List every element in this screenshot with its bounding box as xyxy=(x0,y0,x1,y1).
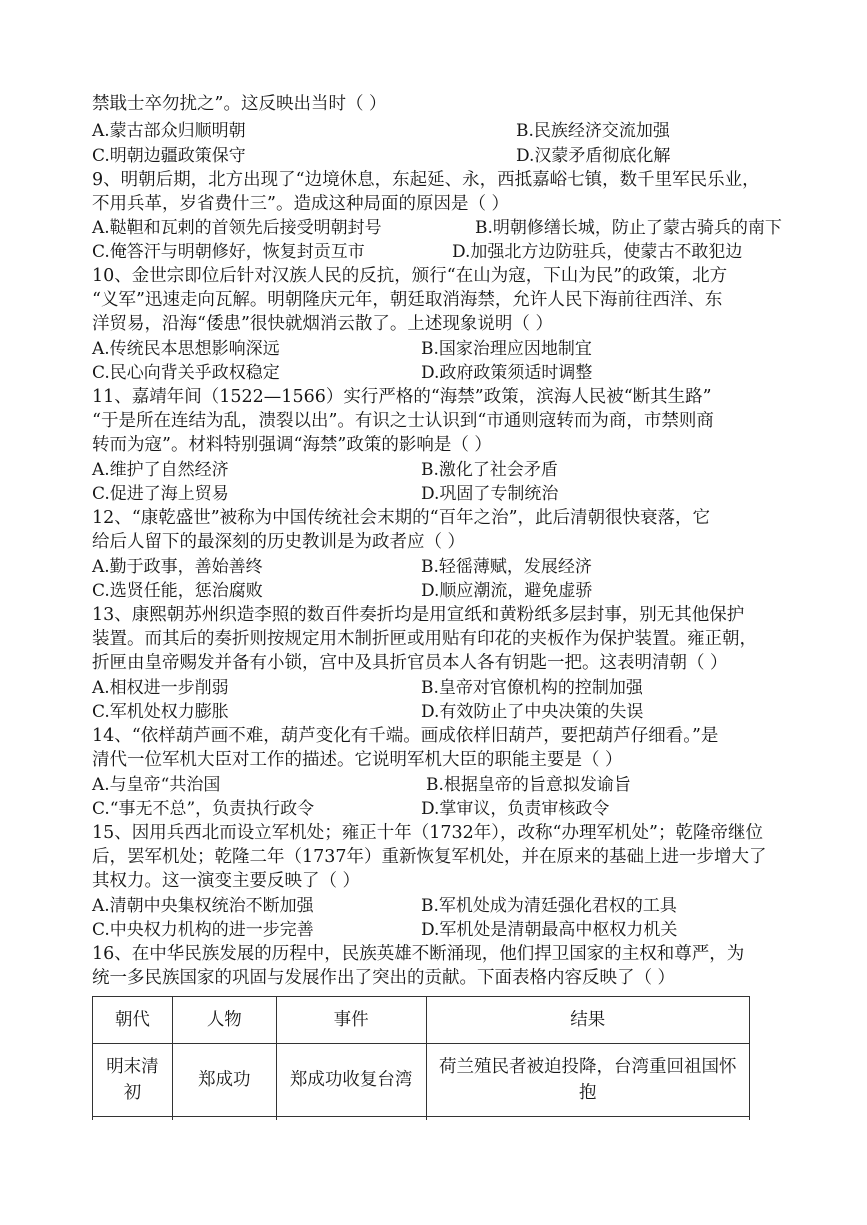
option-c: C.“事无不总”，负责执行政令 xyxy=(92,799,315,819)
question-14-stem: 14、“依样葫芦画不难，葫芦变化有千端。画成依样旧葫芦，要把葫芦仔细看。”是 xyxy=(92,726,719,746)
option-d: D.加强北方边防驻兵，使蒙古不敢犯边 xyxy=(452,242,743,262)
question-text-line: 洋贸易，沿海“倭患”很快就烟消云散了。上述现象说明（ ） xyxy=(92,314,553,334)
cell-result: 荷兰殖民者被迫投降，台湾重回祖国怀抱 xyxy=(426,1044,750,1117)
option-b: B.皇帝对官僚机构的控制加强 xyxy=(421,678,643,698)
option-d: D.顺应潮流，避免虚骄 xyxy=(421,581,593,601)
question-10-stem: 10、金世宗即位后针对汉族人民的反抗，颁行“在山为寇，下山为民”的政策，北方 xyxy=(92,266,728,286)
option-b: B.民族经济交流加强 xyxy=(516,121,670,141)
cell-event: 郑成功收复台湾 xyxy=(276,1044,426,1117)
question-text-line: 不用兵革，岁省费什三”。造成这种局面的原因是（ ） xyxy=(92,194,510,214)
option-c: C.军机处权力膨胀 xyxy=(92,702,229,722)
question-text-line: “义军”迅速走向瓦解。明朝隆庆元年，朝廷取消海禁，允许人民下海前往西洋、东 xyxy=(92,290,723,310)
option-c: C.选贤任能，惩治腐败 xyxy=(92,581,263,601)
option-b: B.国家治理应因地制宜 xyxy=(421,339,592,359)
question-text-line: 禁戢士卒勿扰之”。这反映出当时（ ） xyxy=(92,94,387,114)
option-a: A.相权进一步削弱 xyxy=(92,678,229,698)
option-b: B.明朝修缮长城，防止了蒙古骑兵的南下 xyxy=(475,218,782,238)
option-a: A.蒙古部众归顺明朝 xyxy=(92,121,246,141)
question-15-stem: 15、因用兵西北而设立军机处；雍正十年（1732年），改称“办理军机处”；乾隆帝继位 xyxy=(92,823,763,843)
column-header-person: 人物 xyxy=(172,997,276,1044)
option-d: D.汉蒙矛盾彻底化解 xyxy=(516,146,671,166)
question-text-line: 清代一位军机大臣对工作的描述。它说明军机大臣的职能主要是（ ） xyxy=(92,750,623,770)
table-header-row xyxy=(93,997,750,1044)
table-row xyxy=(93,1044,750,1117)
column-header-event: 事件 xyxy=(276,997,426,1044)
cell-dynasty: 明末清初 xyxy=(93,1044,173,1117)
option-d: D.掌审议，负责审核政令 xyxy=(421,799,610,819)
question-16-stem: 16、在中华民族发展的历程中，民族英雄不断涌现，他们捍卫国家的主权和尊严，为 xyxy=(92,944,745,964)
question-text-line: 折匣由皇帝赐发并备有小锁，宫中及具折官员本人各有钥匙一把。这表明清朝（ ） xyxy=(92,653,728,673)
question-text-line: “于是所在连结为乱，溃裂以出”。有识之士认识到“市通则寇转而为商，市禁则商 xyxy=(92,411,714,431)
option-a: A.鞑靼和瓦剌的首领先后接受明朝封号 xyxy=(92,218,382,238)
option-c: C.促进了海上贸易 xyxy=(92,484,229,504)
question-text-line: 转而为寇”。材料特别强调“海禁”政策的影响是（ ） xyxy=(92,435,492,455)
option-b: B.军机处成为清廷强化君权的工具 xyxy=(421,896,677,916)
option-c: C.俺答汗与明朝修好，恢复封贡互市 xyxy=(92,242,365,262)
option-c: C.中央权力机构的进一步完善 xyxy=(92,920,314,940)
option-a: A.与皇帝“共治国 xyxy=(92,775,221,795)
option-b: B.激化了社会矛盾 xyxy=(421,460,558,480)
question-9-stem: 9、明朝后期，北方出现了“边境休息，东起延、永，西抵嘉峪七镇，数千里军民乐业， xyxy=(92,170,760,190)
page-bottom-margin xyxy=(0,1120,867,1225)
question-text-line: 统一多民族国家的巩固与发展作出了突出的贡献。下面表格内容反映了（ ） xyxy=(92,968,676,988)
option-a: A.传统民本思想影响深远 xyxy=(92,339,280,359)
option-a: A.清朝中央集权统治不断加强 xyxy=(92,896,314,916)
column-header-result: 结果 xyxy=(426,997,750,1044)
question-11-stem: 11、嘉靖年间（1522—1566）实行严格的“海禁”政策，滨海人民被“断其生路” xyxy=(92,387,712,407)
option-a: A.维护了自然经济 xyxy=(92,460,229,480)
option-d: D.政府政策须适时调整 xyxy=(421,363,593,383)
option-d: D.有效防止了中央决策的失误 xyxy=(421,702,644,722)
question-text-line: 其权力。这一演变主要反映了（ ） xyxy=(92,871,361,891)
option-a: A.勤于政事，善始善终 xyxy=(92,557,263,577)
question-text-line: 给后人留下的最深刻的历史教训是为政者应（ ） xyxy=(92,532,466,552)
option-b: B.轻徭薄赋，发展经济 xyxy=(421,557,592,577)
question-13-stem: 13、康熙朝苏州织造李照的数百件奏折均是用宣纸和黄粉纸多层封事，别无其他保护 xyxy=(92,605,745,625)
option-d: D.军机处是清朝最高中枢权力机关 xyxy=(421,920,678,940)
cell-person: 郑成功 xyxy=(172,1044,276,1117)
column-header-dynasty: 朝代 xyxy=(93,997,173,1044)
question-text-line: 后，罢军机处；乾隆二年（1737年）重新恢复军机处，并在原来的基础上进一步增大了 xyxy=(92,847,767,867)
option-c: C.明朝边疆政策保守 xyxy=(92,146,246,166)
option-d: D.巩固了专制统治 xyxy=(421,484,559,504)
question-12-stem: 12、“康乾盛世”被称为中国传统社会末期的“百年之治”，此后清朝很快衰落，它 xyxy=(92,508,711,528)
option-b: B.根据皇帝的旨意拟发谕旨 xyxy=(426,775,631,795)
option-c: C.民心向背关乎政权稳定 xyxy=(92,363,280,383)
question-text-line: 装置。而其后的奏折则按规定用木制折匣或用贴有印花的夹板作为保护装置。雍正朝， xyxy=(92,629,757,649)
